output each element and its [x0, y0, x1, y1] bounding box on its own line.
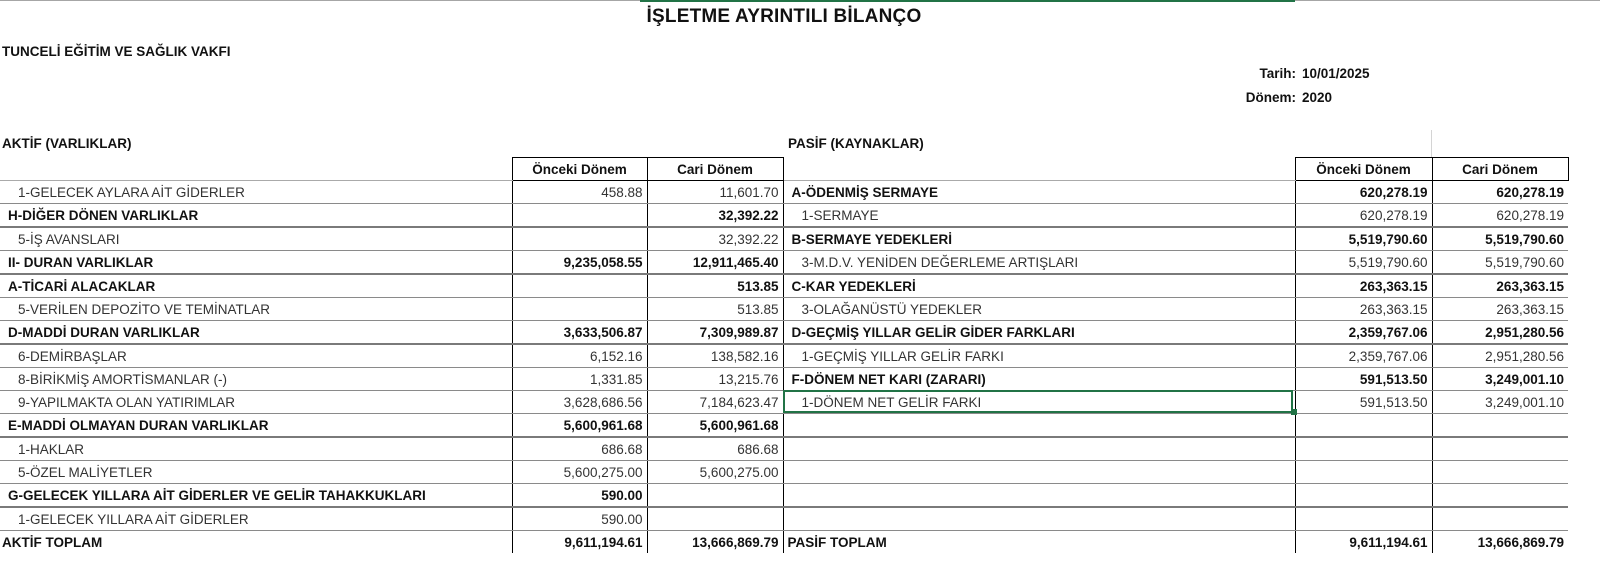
- aktif-label-cell[interactable]: 5-ÖZEL MALİYETLER: [0, 461, 512, 484]
- aktif-prev-cell[interactable]: 590.00: [512, 484, 647, 508]
- aktif-curr-cell[interactable]: 7,184,623.47: [647, 391, 783, 414]
- pasif-section-title: PASİF (KAYNAKLAR): [788, 136, 924, 151]
- pasif-curr-cell[interactable]: 3,249,001.10: [1432, 368, 1568, 391]
- aktif-curr-cell[interactable]: 513.85: [647, 298, 783, 321]
- aktif-curr-cell[interactable]: 32,392.22: [647, 227, 783, 251]
- aktif-prev-cell[interactable]: 3,628,686.56: [512, 391, 647, 414]
- table-row: [0, 368, 1568, 391]
- pasif-label-cell[interactable]: C-KAR YEDEKLERİ: [783, 274, 1295, 298]
- pasif-label-cell[interactable]: 1-SERMAYE: [783, 204, 1295, 228]
- aktif-label-cell[interactable]: 1-GELECEK AYLARA AİT GİDERLER: [0, 181, 512, 204]
- table-row: [0, 321, 1568, 345]
- table-row: [0, 181, 1568, 204]
- table-row: [0, 227, 1568, 251]
- page-title: İŞLETME AYRINTILI BİLANÇO: [646, 6, 922, 27]
- aktif-curr-cell[interactable]: 12,911,465.40: [647, 251, 783, 275]
- pasif-col-curr-header[interactable]: Cari Dönem: [1432, 158, 1568, 181]
- aktif-prev-cell[interactable]: 6,152.16: [512, 344, 647, 368]
- aktif-label-cell[interactable]: 8-BİRİKMİŞ AMORTİSMANLAR (-): [0, 368, 512, 391]
- pasif-curr-cell[interactable]: 3,249,001.10: [1432, 391, 1568, 414]
- pasif-label-cell[interactable]: 3-OLAĞANÜSTÜ YEDEKLER: [783, 298, 1295, 321]
- aktif-total-prev[interactable]: 9,611,194.61: [512, 531, 647, 554]
- pasif-prev-cell[interactable]: 5,519,790.60: [1295, 251, 1432, 275]
- pasif-prev-cell[interactable]: 5,519,790.60: [1295, 227, 1432, 251]
- table-row: [0, 204, 1568, 228]
- column-selection-indicator: [640, 0, 1295, 2]
- aktif-curr-cell[interactable]: 5,600,961.68: [647, 414, 783, 438]
- pasif-label-cell[interactable]: 1-DÖNEM NET GELİR FARKI: [783, 391, 1295, 414]
- pasif-label-cell[interactable]: B-SERMAYE YEDEKLERİ: [783, 227, 1295, 251]
- date-label: Tarih:: [1259, 66, 1296, 81]
- pasif-label-cell[interactable]: D-GEÇMİŞ YILLAR GELİR GİDER FARKLARI: [783, 321, 1295, 345]
- pasif-header-blank[interactable]: [783, 158, 1295, 181]
- pasif-curr-cell[interactable]: 2,951,280.56: [1432, 344, 1568, 368]
- pasif-prev-cell[interactable]: 620,278.19: [1295, 204, 1432, 228]
- pasif-total-label[interactable]: PASİF TOPLAM: [783, 531, 1295, 554]
- pasif-label-cell[interactable]: [783, 461, 1295, 484]
- aktif-label-cell[interactable]: 1-GELECEK YILLARA AİT GİDERLER: [0, 507, 512, 531]
- aktif-label-cell[interactable]: E-MADDİ OLMAYAN DURAN VARLIKLAR: [0, 414, 512, 438]
- aktif-prev-cell[interactable]: 9,235,058.55: [512, 251, 647, 275]
- aktif-prev-cell[interactable]: 3,633,506.87: [512, 321, 647, 345]
- aktif-curr-cell[interactable]: 13,215.76: [647, 368, 783, 391]
- pasif-prev-cell[interactable]: 2,359,767.06: [1295, 344, 1432, 368]
- aktif-curr-cell[interactable]: [647, 484, 783, 508]
- table-row: [0, 414, 1568, 438]
- aktif-curr-cell[interactable]: 138,582.16: [647, 344, 783, 368]
- pasif-prev-cell[interactable]: [1295, 484, 1432, 508]
- aktif-curr-cell[interactable]: 5,600,275.00: [647, 461, 783, 484]
- column-header-row: [0, 158, 1568, 181]
- aktif-prev-cell[interactable]: 458.88: [512, 181, 647, 204]
- pasif-curr-cell[interactable]: [1432, 484, 1568, 508]
- table-row: [0, 507, 1568, 531]
- pasif-prev-cell[interactable]: [1295, 507, 1432, 531]
- pasif-prev-cell[interactable]: [1295, 414, 1432, 438]
- date-row: [0, 66, 1600, 86]
- aktif-curr-cell[interactable]: 32,392.22: [647, 204, 783, 228]
- pasif-curr-cell[interactable]: [1432, 414, 1568, 438]
- aktif-label-cell[interactable]: 9-YAPILMAKTA OLAN YATIRIMLAR: [0, 391, 512, 414]
- aktif-label-cell[interactable]: H-DİĞER DÖNEN VARLIKLAR: [0, 204, 512, 228]
- aktif-curr-cell[interactable]: 513.85: [647, 274, 783, 298]
- aktif-label-cell[interactable]: 6-DEMİRBAŞLAR: [0, 344, 512, 368]
- aktif-label-cell[interactable]: G-GELECEK YILLARA AİT GİDERLER VE GELİR TAHAKKUKLARI: [0, 484, 512, 508]
- pasif-curr-cell[interactable]: 5,519,790.60: [1432, 251, 1568, 275]
- aktif-section-title: AKTİF (VARLIKLAR): [2, 136, 132, 151]
- pasif-prev-cell[interactable]: [1295, 461, 1432, 484]
- table-row: [0, 484, 1568, 508]
- aktif-curr-cell[interactable]: 7,309,989.87: [647, 321, 783, 345]
- pasif-label-cell[interactable]: [783, 437, 1295, 461]
- aktif-total-label[interactable]: AKTİF TOPLAM: [2, 534, 103, 550]
- pasif-curr-cell[interactable]: 5,519,790.60: [1432, 227, 1568, 251]
- pasif-total-curr[interactable]: 13,666,869.79: [1432, 531, 1568, 554]
- aktif-prev-cell[interactable]: 686.68: [512, 437, 647, 461]
- pasif-label-cell[interactable]: [783, 414, 1295, 438]
- period-value: 2020: [1302, 90, 1333, 105]
- aktif-prev-cell[interactable]: [512, 227, 647, 251]
- totals-row: [0, 531, 1568, 554]
- table-row: [0, 437, 1568, 461]
- aktif-label-cell[interactable]: A-TİCARİ ALACAKLAR: [0, 274, 512, 298]
- pasif-curr-cell[interactable]: 263,363.15: [1432, 298, 1568, 321]
- aktif-col-curr-header[interactable]: Cari Dönem: [647, 158, 783, 181]
- period-row: [0, 90, 1600, 110]
- pasif-label-cell[interactable]: F-DÖNEM NET KARI (ZARARI): [783, 368, 1295, 391]
- table-row: [0, 251, 1568, 275]
- balance-sheet-table: [0, 157, 1569, 553]
- pasif-col-prev-header[interactable]: Önceki Dönem: [1295, 158, 1432, 181]
- date-value: 10/01/2025: [1302, 66, 1370, 81]
- aktif-label-cell[interactable]: 5-VERİLEN DEPOZİTO VE TEMİNATLAR: [0, 298, 512, 321]
- aktif-prev-cell[interactable]: 1,331.85: [512, 368, 647, 391]
- pasif-label-cell[interactable]: 1-GEÇMİŞ YILLAR GELİR FARKI: [783, 344, 1295, 368]
- aktif-label-cell[interactable]: II- DURAN VARLIKLAR: [0, 251, 512, 275]
- aktif-prev-cell[interactable]: 590.00: [512, 507, 647, 531]
- pasif-prev-cell[interactable]: 620,278.19: [1295, 181, 1432, 204]
- aktif-total-curr[interactable]: 13,666,869.79: [647, 531, 783, 554]
- pasif-curr-cell[interactable]: [1432, 507, 1568, 531]
- pasif-label-cell[interactable]: [783, 484, 1295, 508]
- table-row: [0, 298, 1568, 321]
- aktif-curr-cell[interactable]: [647, 507, 783, 531]
- pasif-curr-cell[interactable]: [1432, 437, 1568, 461]
- aktif-prev-cell[interactable]: 5,600,961.68: [512, 414, 647, 438]
- pasif-curr-cell[interactable]: 263,363.15: [1432, 274, 1568, 298]
- pasif-label-cell[interactable]: A-ÖDENMİŞ SERMAYE: [783, 181, 1295, 204]
- gridline: [1431, 130, 1432, 157]
- pasif-curr-cell[interactable]: 620,278.19: [1432, 181, 1568, 204]
- table-row: [0, 461, 1568, 484]
- pasif-prev-cell[interactable]: 591,513.50: [1295, 391, 1432, 414]
- aktif-prev-cell[interactable]: [512, 204, 647, 228]
- pasif-label-cell[interactable]: [783, 507, 1295, 531]
- aktif-prev-cell[interactable]: [512, 298, 647, 321]
- pasif-total-prev[interactable]: 9,611,194.61: [1295, 531, 1432, 554]
- pasif-prev-cell[interactable]: [1295, 437, 1432, 461]
- aktif-curr-cell[interactable]: 686.68: [647, 437, 783, 461]
- aktif-prev-cell[interactable]: [512, 274, 647, 298]
- aktif-label-cell[interactable]: 5-İŞ AVANSLARI: [0, 227, 512, 251]
- pasif-curr-cell[interactable]: [1432, 461, 1568, 484]
- table-row: [0, 344, 1568, 368]
- pasif-prev-cell[interactable]: 263,363.15: [1295, 298, 1432, 321]
- pasif-curr-cell[interactable]: 2,951,280.56: [1432, 321, 1568, 345]
- pasif-curr-cell[interactable]: 620,278.19: [1432, 204, 1568, 228]
- table-row: [0, 274, 1568, 298]
- aktif-label-cell[interactable]: 1-HAKLAR: [0, 437, 512, 461]
- aktif-prev-cell[interactable]: 5,600,275.00: [512, 461, 647, 484]
- aktif-curr-cell[interactable]: 11,601.70: [647, 181, 783, 204]
- pasif-label-cell[interactable]: 3-M.D.V. YENİDEN DEĞERLEME ARTIŞLARI: [783, 251, 1295, 275]
- aktif-col-prev-header[interactable]: Önceki Dönem: [512, 158, 647, 181]
- organization-name: TUNCELİ EĞİTİM VE SAĞLIK VAKFI: [2, 44, 231, 59]
- pasif-prev-cell[interactable]: 263,363.15: [1295, 274, 1432, 298]
- pasif-prev-cell[interactable]: 591,513.50: [1295, 368, 1432, 391]
- aktif-label-cell[interactable]: D-MADDİ DURAN VARLIKLAR: [0, 321, 512, 345]
- period-label: Dönem:: [1245, 90, 1296, 105]
- pasif-prev-cell[interactable]: 2,359,767.06: [1295, 321, 1432, 345]
- aktif-header-blank[interactable]: [0, 158, 512, 181]
- fill-handle[interactable]: [1291, 409, 1297, 415]
- table-row: [0, 391, 1568, 414]
